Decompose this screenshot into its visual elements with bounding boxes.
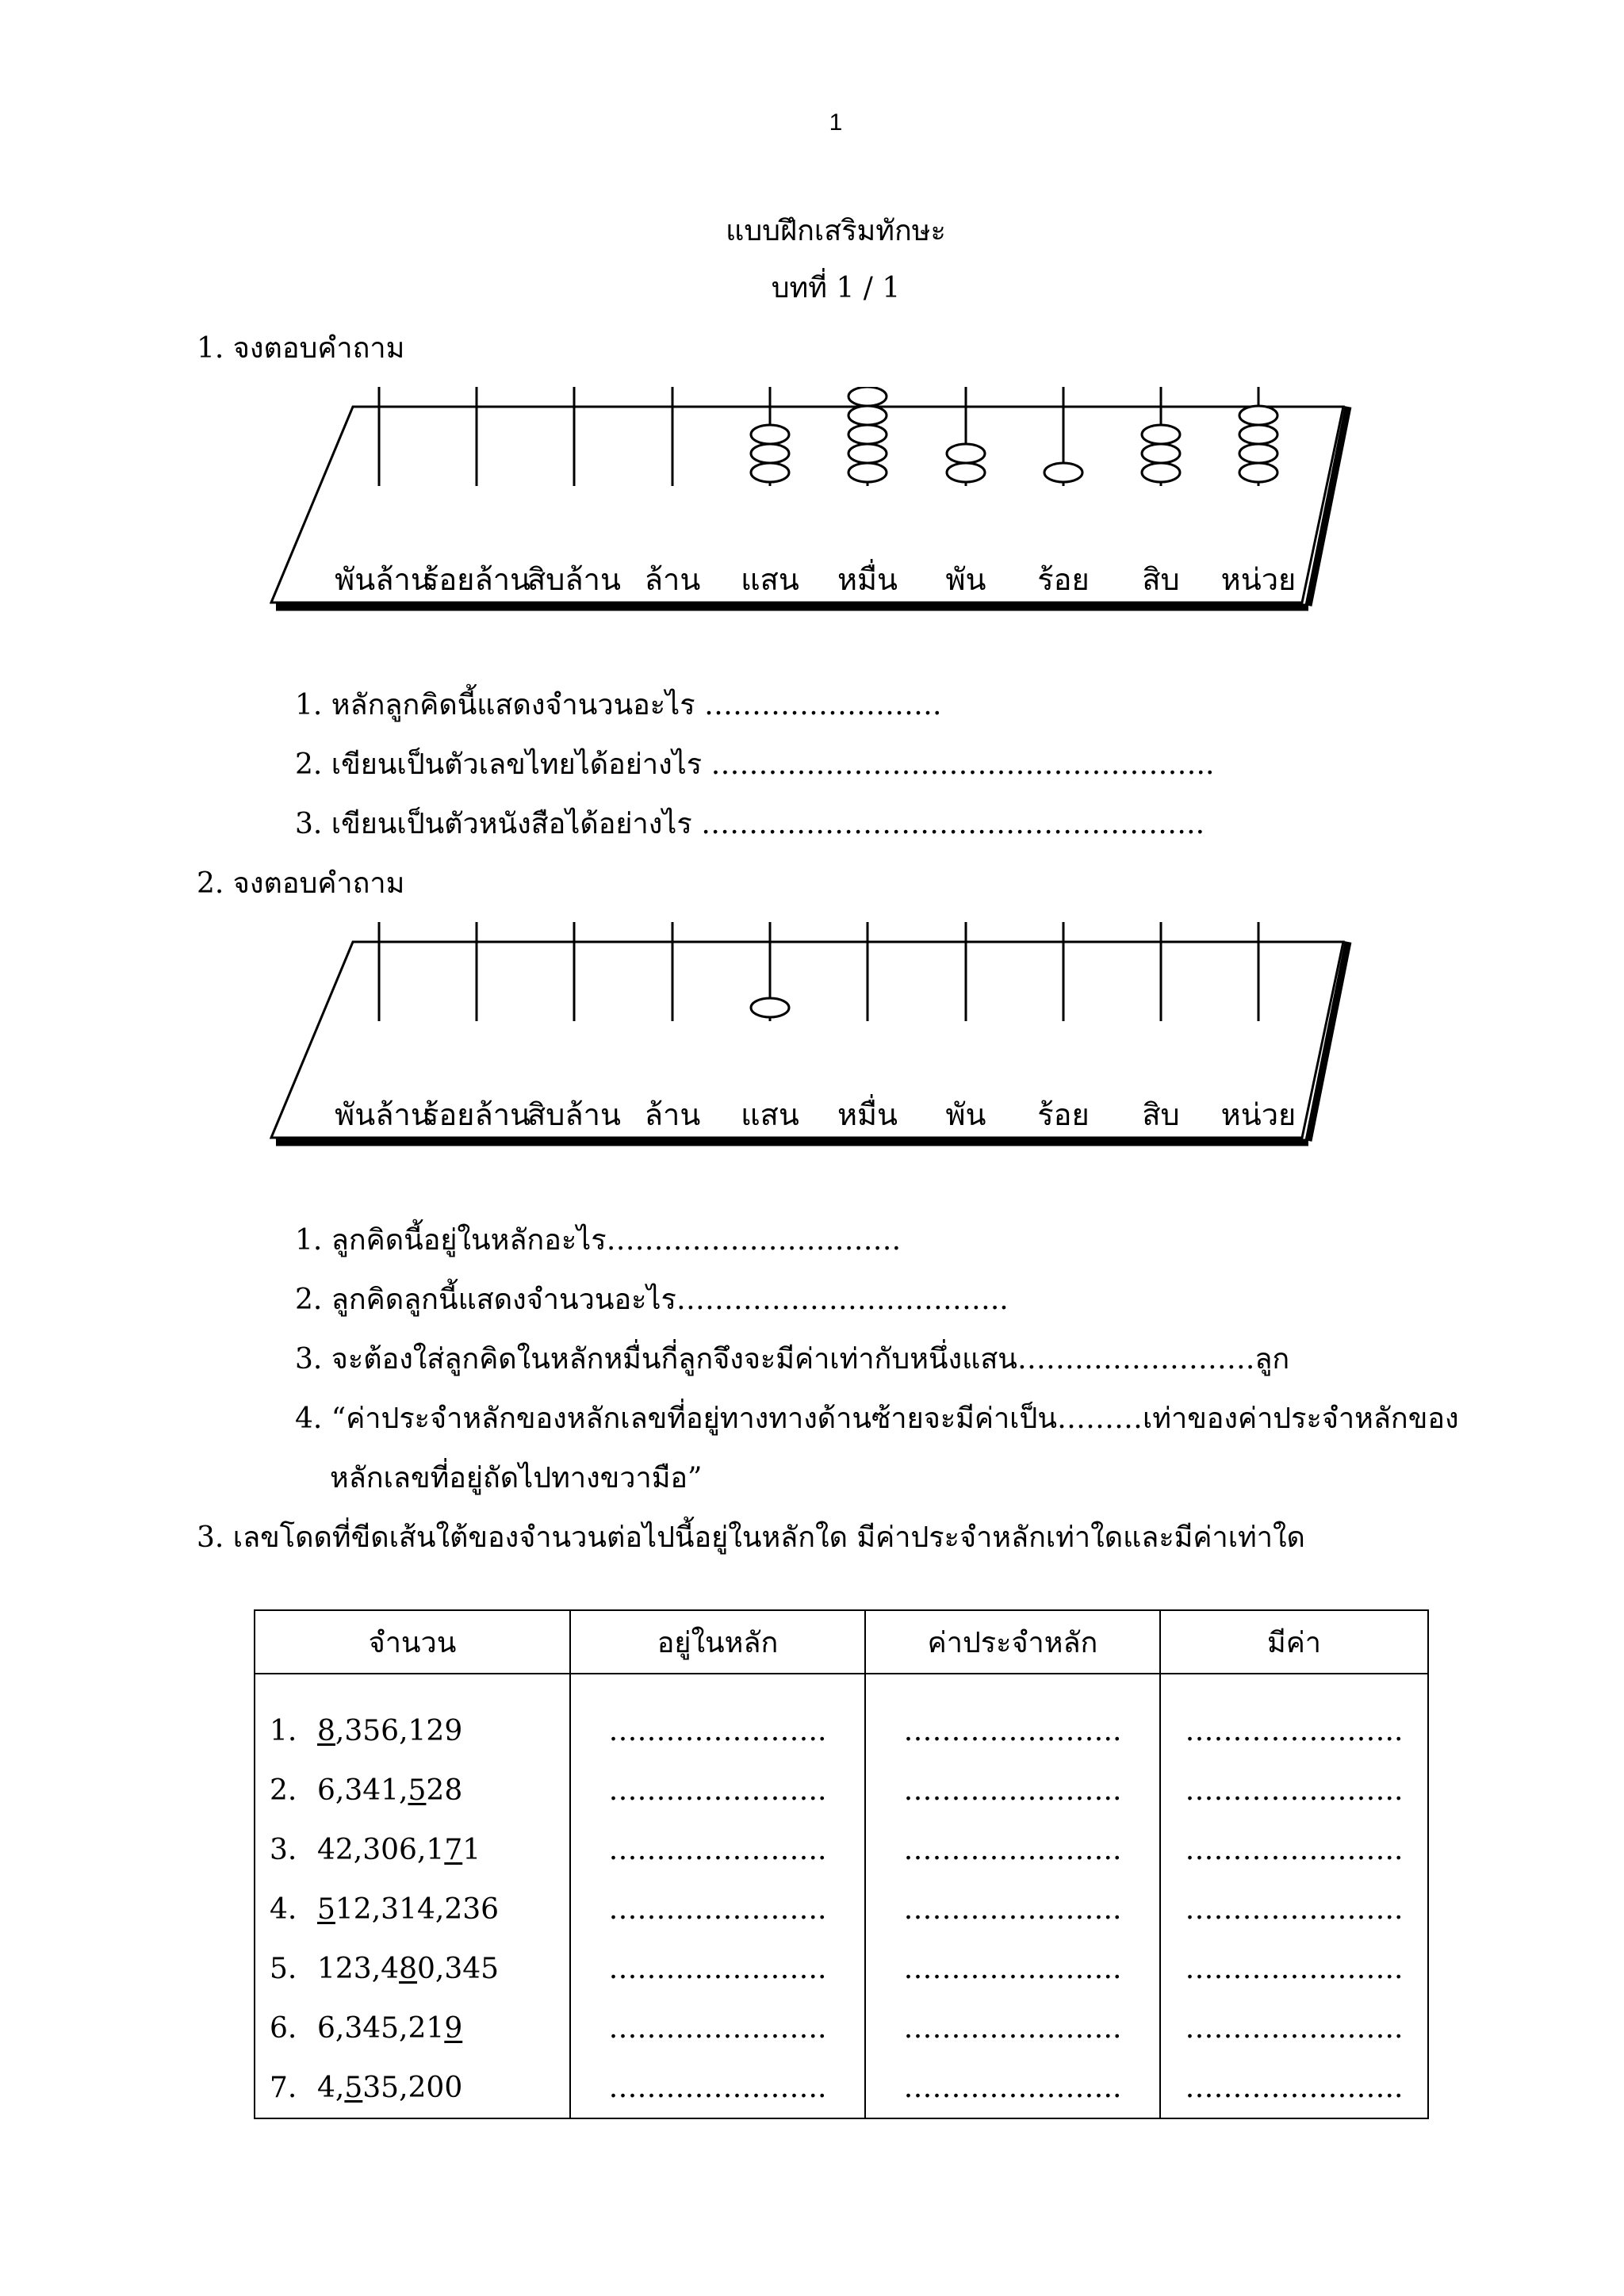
abacus1-bead [1239,463,1277,482]
abacus2-label: หน่วย [1220,1097,1297,1132]
header-number: จำนวน [255,1610,570,1674]
abacus2-label: สิบล้าน [527,1097,621,1132]
abacus2-label: พัน [945,1097,986,1132]
answer-blank[interactable]: ………………….. [608,1715,827,1747]
answer-blank[interactable]: ………………….. [903,1893,1122,1926]
answer-blank[interactable]: ………………….. [608,1774,827,1807]
abacus1-bead [1142,463,1180,482]
answer-table [254,1609,1429,2119]
underlined-digit: 9 [444,2012,463,2045]
section2-question-4-cont: หลักเลขที่อยู่ถัดไปทางขวามือ” [330,1462,703,1494]
abacus1-bead [1142,425,1180,444]
underlined-digit: 5 [344,2072,363,2104]
abacus1-bead [1239,425,1277,444]
header-value: มีค่า [1160,1610,1428,1674]
abacus1-label: พัน [945,562,986,597]
numbers-column [255,1674,569,2118]
abacus2-label: สิบ [1142,1097,1180,1132]
abacus1-bead [848,425,887,444]
abacus1-bead [848,406,887,425]
abacus-diagram-2 [270,922,1380,1152]
underlined-digit: 5 [408,1774,427,1807]
header-place: อยู่ในหลัก [570,1610,865,1674]
section2-question-4: 4. “ค่าประจำหลักของหลักเลขที่อยู่ทางทางด้านซ้ายจะมีค่าเป็น………เท่าของค่าประจำหลักของ [295,1402,1459,1435]
answer-blank[interactable]: ………………….. [903,1715,1122,1747]
answer-blank[interactable]: ………………….. [903,1953,1122,1985]
number-value: 42,306,171 [317,1834,481,1866]
answer-blank[interactable]: ………………….. [903,1834,1122,1866]
answer-blank[interactable]: ………………….. [1185,2012,1404,2045]
section1-question-3: 3. เขียนเป็นตัวหนังสือได้อย่างไร …………………………………………….. [295,808,1205,840]
abacus2-label: แสน [741,1097,799,1132]
abacus1-bead [947,463,985,482]
table-header-row [255,1610,1428,1674]
place-value-answer-column[interactable] [866,1674,1159,2118]
row-index: 2. [270,1774,297,1807]
row-index: 7. [270,2072,297,2104]
abacus1-label: แสน [741,562,799,597]
number-row [255,1761,569,1820]
answer-blank[interactable]: ………………….. [1185,1774,1404,1807]
abacus2-label: ล้าน [644,1097,701,1132]
answer-blank[interactable]: ………………….. [1185,1953,1404,1985]
abacus2-label: ร้อย [1037,1097,1090,1132]
answer-blank[interactable]: ………………….. [903,2012,1122,2045]
abacus1-bead [1239,444,1277,463]
worksheet-subtitle: บทที่ 1 / 1 [771,272,901,304]
answer-blank[interactable]: ………………….. [1185,1834,1404,1866]
number-row [255,1880,569,1939]
answer-blank[interactable]: ………………….. [903,2072,1122,2104]
place-answer-column[interactable] [571,1674,864,2118]
row-index: 4. [270,1893,297,1926]
section1-question-1: 1. หลักลูกคิดนี้แสดงจำนวนอะไร ……………………. [295,689,942,721]
answer-blank[interactable]: ………………….. [608,2072,827,2104]
section1-heading: 1. จงตอบคำถาม [197,332,405,365]
abacus1-bead [1239,406,1277,425]
abacus2-shadow-right [1308,942,1348,1141]
number-row [255,1999,569,2058]
abacus1-label: สิบล้าน [527,562,621,597]
section1-question-2: 2. เขียนเป็นตัวเลขไทยได้อย่างไร …………………………………………….. [295,748,1215,781]
underlined-digit: 5 [317,1893,335,1926]
section2-heading: 2. จงตอบคำถาม [197,867,405,900]
abacus1-bead [848,387,887,406]
answer-blank[interactable]: ………………….. [608,1953,827,1985]
answer-blank[interactable]: ………………….. [1185,2072,1404,2104]
abacus2-label: พันล้าน [335,1097,431,1132]
header-place-value: ค่าประจำหลัก [865,1610,1160,1674]
abacus1-bead [751,463,789,482]
section2-question-3: 3. จะต้องใส่ลูกคิดในหลักหมื่นกี่ลูกจึงจะมีค่าเท่ากับหนึ่งแสน…………………….ลูก [295,1343,1290,1376]
row-index: 6. [270,2012,297,2045]
value-answer-column[interactable] [1161,1674,1427,2118]
abacus1-label: หน่วย [1220,562,1297,597]
underlined-digit: 8 [317,1715,335,1747]
answer-blank[interactable]: ………………….. [1185,1715,1404,1747]
abacus1-label: พันล้าน [335,562,431,597]
abacus2-label: ร้อยล้าน [422,1097,531,1132]
abacus1-shadow-right [1308,407,1348,606]
abacus1-label: ล้าน [644,562,701,597]
number-value: 8,356,129 [317,1715,463,1747]
abacus1-bead [848,463,887,482]
underlined-digit: 8 [399,1953,417,1985]
row-index: 1. [270,1715,297,1747]
number-value: 123,480,345 [317,1953,500,1985]
abacus1-bead [947,444,985,463]
abacus1-label: ร้อยล้าน [422,562,531,597]
answer-blank[interactable]: ………………….. [1185,1893,1404,1926]
number-row [255,1939,569,1999]
number-value: 6,345,219 [317,2012,463,2045]
abacus1-bead [751,425,789,444]
abacus1-bead [848,444,887,463]
abacus2-label: หมื่น [837,1097,898,1132]
answer-blank[interactable]: ………………….. [608,1893,827,1926]
abacus1-bead [751,444,789,463]
section3-heading: 3. เลขโดดที่ขีดเส้นใต้ของจำนวนต่อไปนี้อยู่ในหลักใด มีค่าประจำหลักเท่าใดและมีค่าเท่าใด [197,1521,1305,1554]
row-index: 5. [270,1953,297,1985]
abacus1-label: สิบ [1142,562,1180,597]
number-value: 512,314,236 [317,1893,500,1926]
abacus1-bead [1044,463,1082,482]
table-body-row [255,1674,1428,2118]
worksheet-title: แบบฝึกเสริมทักษะ [726,215,946,247]
section2-question-2: 2. ลูกคิดลูกนี้แสดงจำนวนอะไร…………………………….. [295,1284,1009,1316]
section2-question-1: 1. ลูกคิดนี้อยู่ในหลักอะไร…………………………. [295,1224,902,1257]
abacus1-bead [1142,444,1180,463]
answer-blank[interactable]: ………………….. [608,1834,827,1866]
row-index: 3. [270,1834,297,1866]
abacus1-label: ร้อย [1037,562,1090,597]
answer-blank[interactable]: ………………….. [903,1774,1122,1807]
abacus1-label: หมื่น [837,562,898,597]
abacus-diagram-1 [270,387,1380,617]
number-row [255,2058,569,2118]
underlined-digit: 7 [444,1834,463,1866]
number-value: 4,535,200 [317,2072,463,2104]
abacus2-bead [751,998,789,1017]
number-row [255,1701,569,1761]
page-number: 1 [829,109,843,136]
number-value: 6,341,528 [317,1774,463,1807]
number-row [255,1820,569,1880]
answer-blank[interactable]: ………………….. [608,2012,827,2045]
